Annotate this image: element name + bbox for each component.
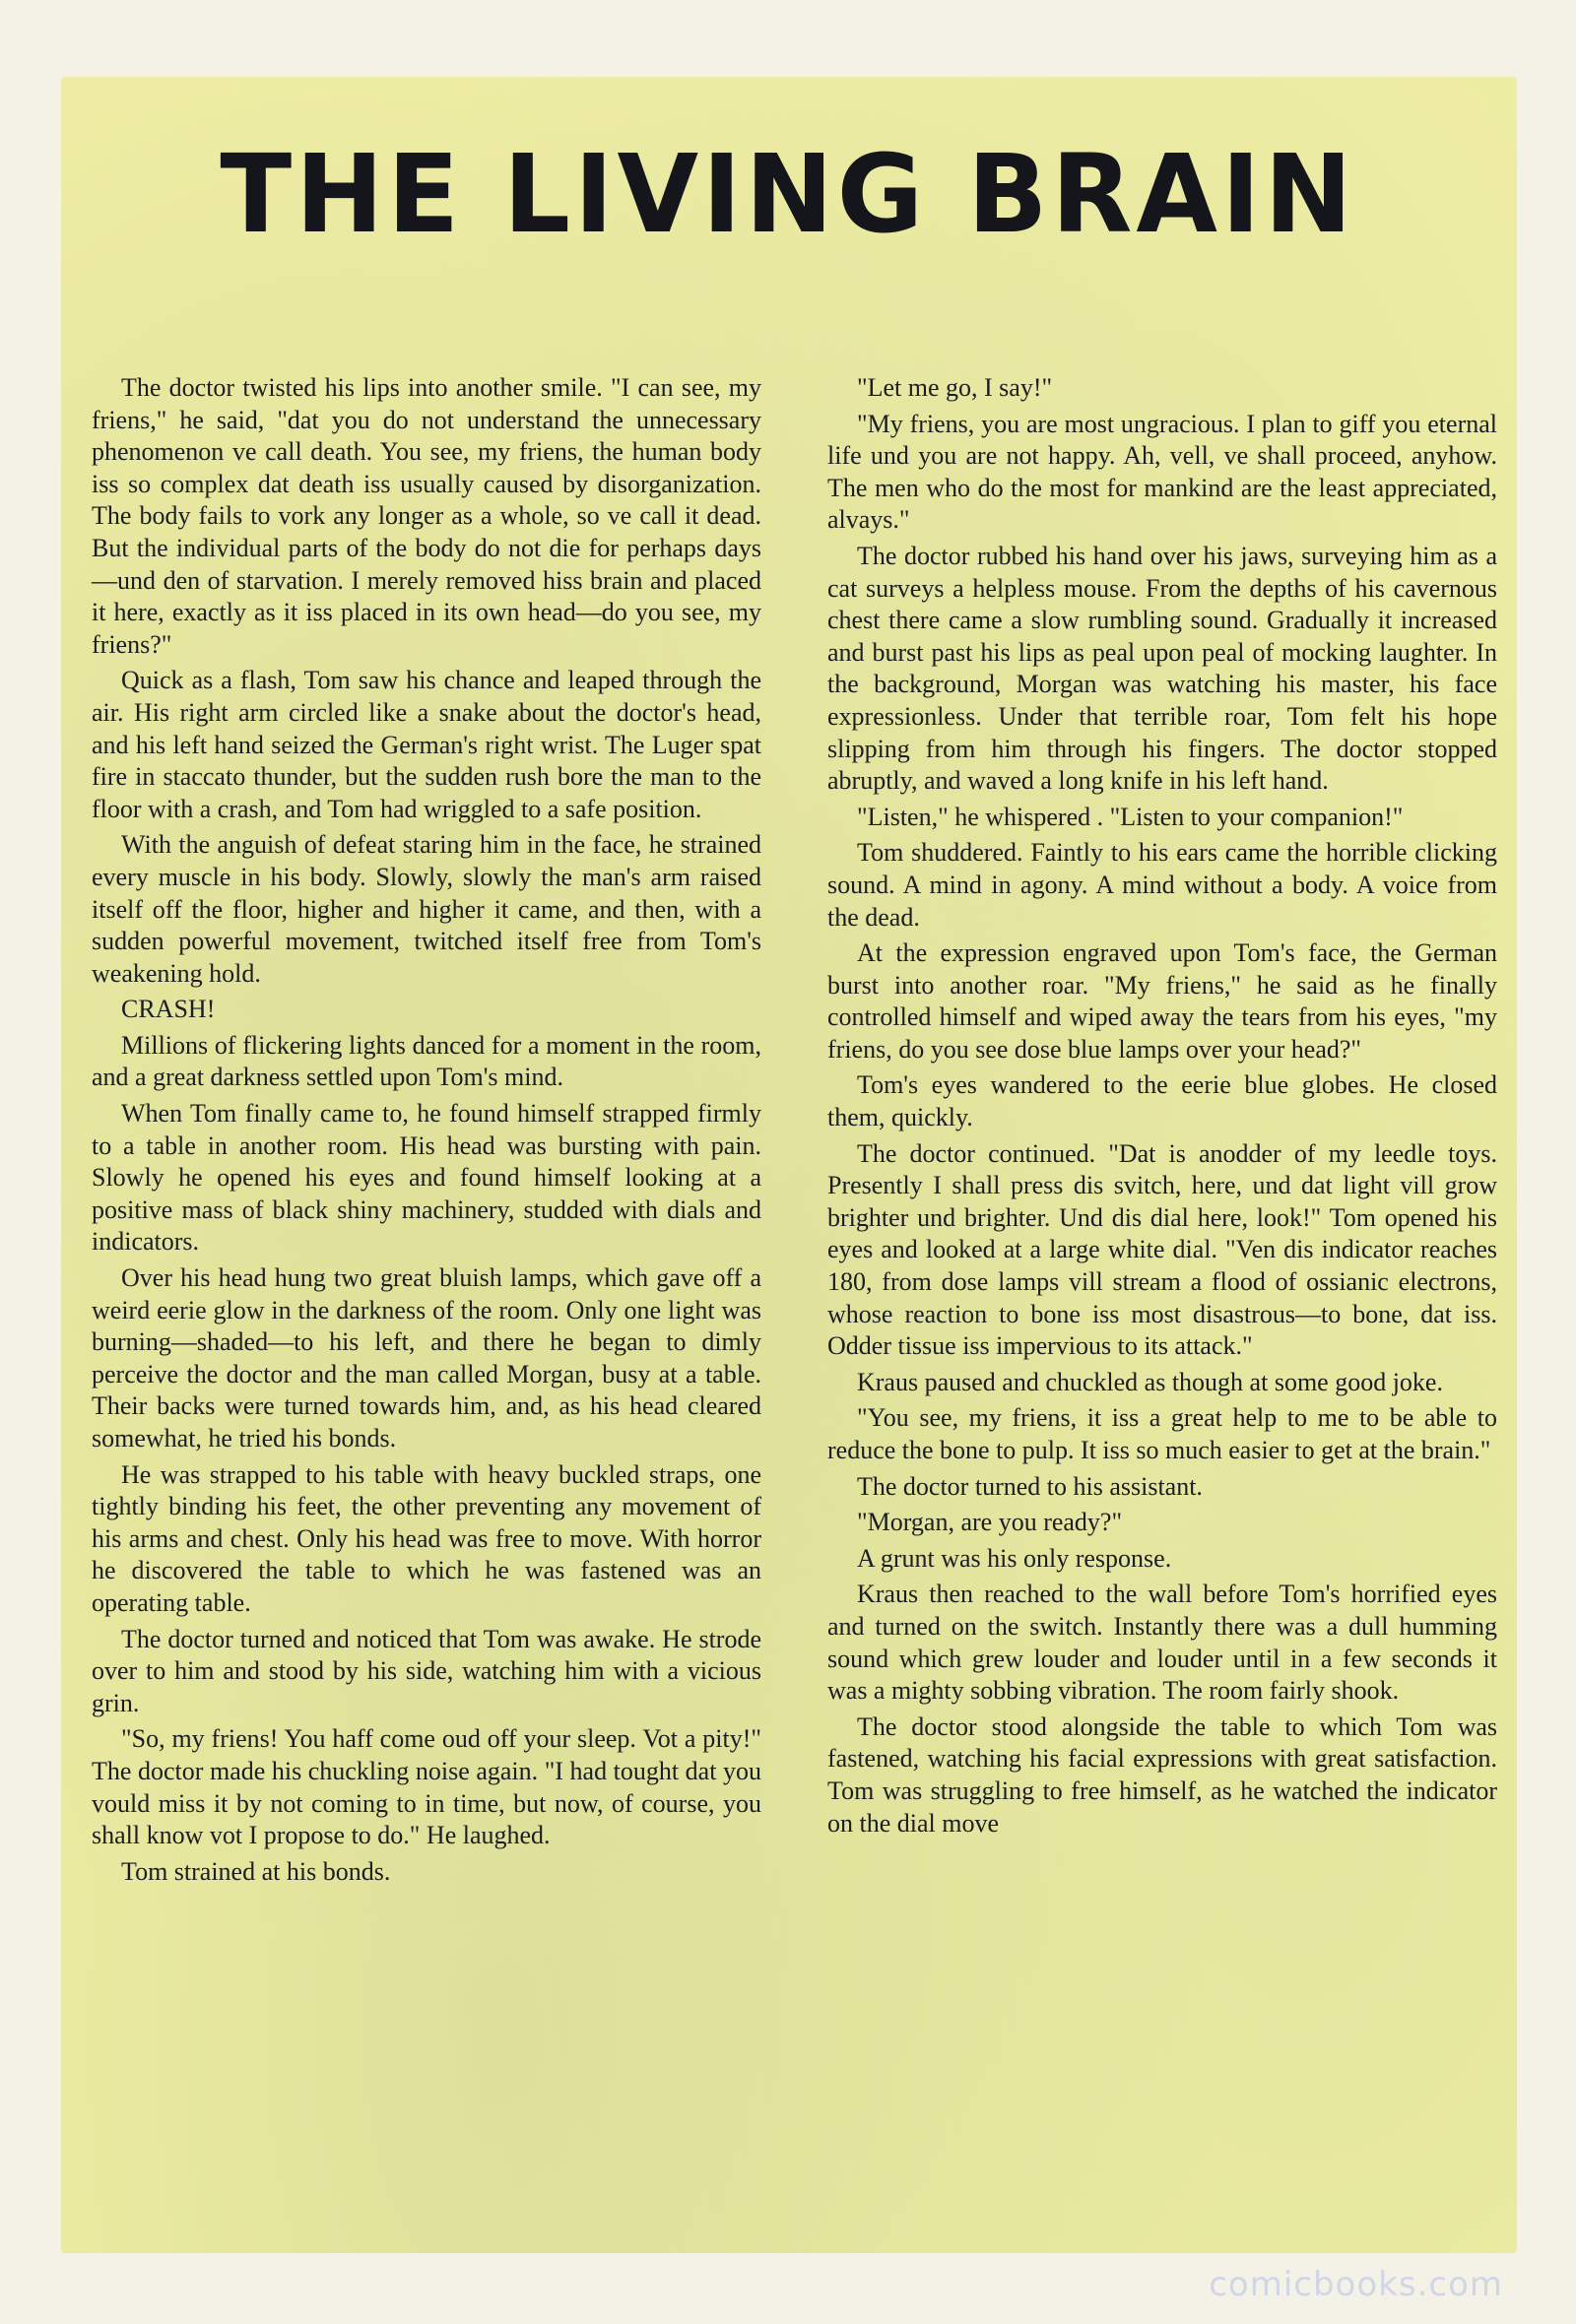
paragraph: The doctor stood alongside the table to which Tom was fastened, watching his facial expressions with great satisfaction. Tom was struggling to free himself, as he watched the indicator on the dial move — [827, 1711, 1497, 1838]
paragraph: Tom shuddered. Faintly to his ears came the horrible clicking sound. A mind in agony. A mind without a body. A voice from the dead. — [827, 838, 1497, 932]
paragraph: He was strapped to his table with heavy buckled straps, one tightly binding his feet, the other preventing any movement of his arms and chest. Only his head was free to move. With horror he discovered the table to which he was fastened was an operating table. — [92, 1459, 761, 1617]
paragraph: CRASH! — [121, 995, 216, 1024]
paragraph: Millions of flickering lights danced for a moment in the room, and a great darkness settled upon Tom's mind. — [92, 1030, 761, 1092]
paragraph: Tom strained at his bonds. — [121, 1856, 391, 1886]
paragraph: A grunt was his only response. — [857, 1543, 1172, 1573]
story-title: THE LIVING BRAIN — [220, 131, 1356, 257]
paragraph: With the anguish of defeat staring him in the face, he strained every muscle in his body. Slowly, slowly the man's arm raised itself off the floor, higher and higher it came, and then, with a sudden powerful movement, twitched itself free from Tom's weakening hold. — [92, 830, 761, 988]
left-text-column — [92, 372, 761, 1892]
paragraph: At the expression engraved upon Tom's face, the German burst into another roar. "My friens," he said as he finally controlled himself and wiped away the tears from his eyes, "my friens, do you see dose blue lamps over your head?" — [827, 938, 1497, 1064]
site-watermark: comicbooks.com — [1209, 2265, 1503, 2304]
paragraph: Kraus then reached to the wall before Tom's horrified eyes and turned on the switch. Instantly there was a dull humming sound which grew louder and louder until in a few seconds it was a mighty sobbing vibration. The room fairly shook. — [827, 1580, 1497, 1706]
paragraph: The doctor continued. "Dat is anodder of my leedle toys. Presently I shall press dis svitch, here, und dat light vill grow brighter und brighter. Und dis dial here, look!" Tom opened his eyes and looked at a large white dial. "Ven dis indicator reaches 180, from dose lamps vill stream a flood of ossianic electrons, whose reaction to bone iss most disastrous—to bone, dat iss. Odder tissue iss impervious to its attack." — [827, 1138, 1497, 1361]
paragraph: "You see, my friens, it iss a great help to me to be able to reduce the bone to pulp. It iss so much easier to get at the brain." — [827, 1403, 1497, 1464]
paragraph: "So, my friens! You haff come oud off your sleep. Vot a pity!" The doctor made his chuckling noise again. "I had tought dat you vould miss it by not coming to in time, but now, of course, you shall know vot I propose to do." He laughed. — [92, 1724, 761, 1850]
paragraph: "Morgan, are you ready?" — [857, 1508, 1123, 1537]
paragraph: The doctor turned to his assistant. — [857, 1471, 1203, 1501]
paragraph: "Let me go, I say!" — [857, 373, 1053, 402]
paragraph: "My friens, you are most ungracious. I plan to giff you eternal life und you are not happy. Ah, vell, ve shall proceed, anyhow. The men who do the most for mankind are the least appreciated, alvays." — [827, 409, 1497, 535]
paragraph: Kraus paused and chuckled as though at some good joke. — [857, 1367, 1443, 1396]
paragraph: "Listen," he whispered . "Listen to your companion!" — [857, 802, 1404, 831]
paragraph: Quick as a flash, Tom saw his chance and leaped through the air. His right arm circled like a snake about the doctor's head, and his left hand seized the German's right wrist. The Luger spat fire in staccato thunder, but the sudden rush bore the man to the floor with a crash, and Tom had wriggled to a safe position. — [92, 666, 761, 823]
paragraph: The doctor rubbed his hand over his jaws, surveying him as a cat surveys a helpless mouse. From the depths of his cavernous chest there came a slow rumbling sound. Gradually it increased and burst past his lips as peal upon peal of mocking laughter. In the background, Morgan was watching his master, his face expressionless. Under that terrible roar, Tom felt his hope slipping from him through his fingers. The doctor stopped abruptly, and waved a long knife in his left hand. — [827, 541, 1497, 796]
paragraph: Tom's eyes wandered to the eerie blue globes. He closed them, quickly. — [827, 1070, 1497, 1132]
right-text-column — [827, 372, 1497, 1843]
paragraph: Over his head hung two great bluish lamps, which gave off a weird eerie glow in the darkness of the room. Only one light was burning—shaded—to his left, and there he began to dimly perceive the doctor and the man called Morgan, busy at a table. Their backs were turned towards him, and, as his head cleared somewhat, he tried his bonds. — [92, 1263, 761, 1452]
paragraph: The doctor twisted his lips into another smile. "I can see, my friens," he said, "dat you do not understand the unnecessary phenomenon ve call death. You see, my friens, the human body iss so complex dat death iss usually caused by disorganization. The body fails to vork any longer as a whole, so ve call it dead. But the individual parts of the body do not die for perhaps days—und den of starvation. I merely removed hiss brain and placed it here, exactly as it iss placed in its own head—do you see, my friens?" — [92, 373, 761, 659]
paragraph: When Tom finally came to, he found himself strapped firmly to a table in another room. His head was bursting with pain. Slowly he opened his eyes and found himself looking at a positive mass of black shiny machinery, studded with dials and indicators. — [92, 1099, 761, 1257]
paragraph: The doctor turned and noticed that Tom was awake. He strode over to him and stood by his side, watching him with a vicious grin. — [92, 1624, 761, 1717]
